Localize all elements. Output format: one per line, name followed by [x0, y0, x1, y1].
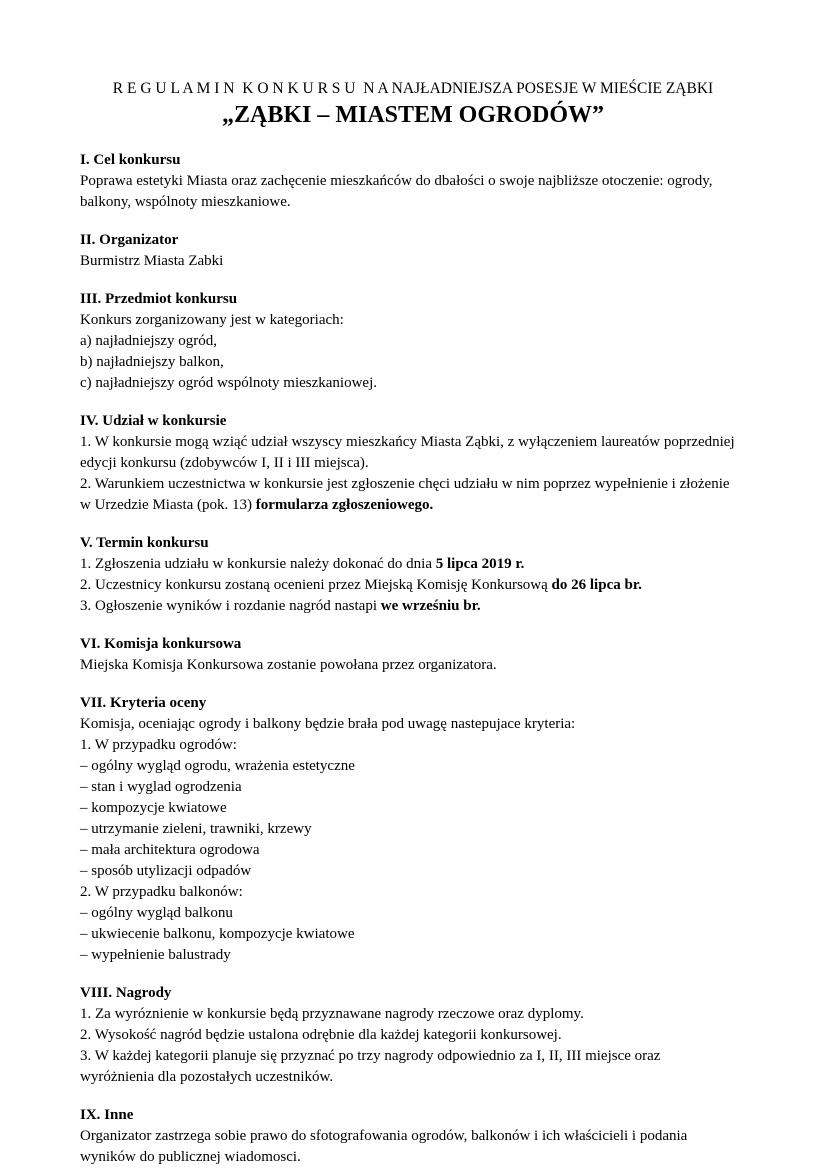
section-paragraph — [80, 714, 735, 735]
text-run: 1. Za wyróznienie w konkursie będą przyznawane nagrody rzeczowe oraz dyplomy. — [80, 1006, 584, 1022]
text-run: – mała architektura ogrodowa — [80, 842, 260, 858]
section-paragraph — [80, 798, 735, 819]
section-paragraph — [80, 756, 735, 777]
text-run: 1. W przypadku ogrodów: — [80, 737, 237, 753]
text-run: Komisja, oceniając ogrody i balkony będzie brała pod uwagę nastepujace kryteria: — [80, 716, 576, 732]
section-paragraph — [80, 1025, 735, 1046]
text-run: 1. Zgłoszenia udziału w konkursie należy dokonać do dnia — [80, 556, 436, 572]
section-heading: VI. Komisja konkursowa — [80, 636, 242, 652]
section-paragraph — [80, 575, 735, 596]
section-heading: VII. Kryteria oceny — [80, 695, 207, 711]
document-section — [80, 533, 735, 617]
text-run: 2. Warunkiem uczestnictwa w konkursie jest zgłoszenie chęci udziału w nim poprzez wypełnienie i złożenie w Urzedzie Miasta (pok. 13) — [80, 476, 730, 513]
section-paragraph — [80, 554, 735, 575]
text-run: b) najładniejszy balkon, — [80, 354, 224, 370]
text-run: 1. W konkursie mogą wziąć udział wszyscy mieszkańcy Miasta Ząbki, z wyłączeniem laureatów poprzedniej edycji konkursu (zdobywców I, II i III miejsca). — [80, 434, 735, 471]
text-run: 2. W przypadku balkonów: — [80, 884, 243, 900]
document-sections — [80, 150, 735, 1168]
text-run: Organizator zastrzega sobie prawo do sfotografowania ogrodów, balkonów i ich właścicieli i podania wyników do publicznej wiadomosci. — [80, 1128, 688, 1165]
text-run: 2. Uczestnicy konkursu zostaną ocenieni przez Miejską Komisję Konkursową — [80, 577, 552, 593]
section-heading: VIII. Nagrody — [80, 985, 172, 1001]
text-run: – ukwiecenie balkonu, kompozycje kwiatowe — [80, 926, 355, 942]
text-run: c) najładniejszy ogród wspólnoty mieszkaniowej. — [80, 375, 378, 391]
section-paragraph — [80, 1004, 735, 1025]
document-section — [80, 983, 735, 1088]
document-section — [80, 1105, 735, 1168]
text-run: a) najładniejszy ogród, — [80, 333, 218, 349]
document-section — [80, 150, 735, 213]
document-section — [80, 230, 735, 272]
section-paragraph — [80, 655, 735, 676]
text-run: Konkurs zorganizowany jest w kategoriach: — [80, 312, 344, 328]
section-paragraph — [80, 171, 735, 213]
section-heading: IX. Inne — [80, 1107, 134, 1123]
section-paragraph — [80, 924, 735, 945]
document-section — [80, 289, 735, 394]
bold-text-run: we wrześniu br. — [380, 598, 481, 614]
section-heading: I. Cel konkursu — [80, 152, 181, 168]
text-run: 2. Wysokość nagród będzie ustalona odrębnie dla każdej kategorii konkursowej. — [80, 1027, 562, 1043]
section-paragraph — [80, 310, 735, 331]
text-run: – stan i wyglad ogrodzenia — [80, 779, 242, 795]
bold-text-run: do 26 lipca br. — [551, 577, 642, 593]
text-run: – sposób utylizacji odpadów — [80, 863, 252, 879]
section-paragraph — [80, 1046, 735, 1088]
section-paragraph — [80, 432, 735, 474]
bold-text-run: formularza zgłoszeniowego. — [255, 497, 434, 513]
document-section — [80, 693, 735, 966]
bold-text-run: 5 lipca 2019 r. — [435, 556, 525, 572]
section-paragraph — [80, 735, 735, 756]
section-heading: II. Organizator — [80, 232, 179, 248]
section-paragraph — [80, 474, 735, 516]
text-run: – kompozycje kwiatowe — [80, 800, 227, 816]
section-paragraph — [80, 1126, 735, 1168]
text-run: – ogólny wygląd ogrodu, wrażenia estetyczne — [80, 758, 355, 774]
text-run: – ogólny wygląd balkonu — [80, 905, 233, 921]
document-section — [80, 634, 735, 676]
section-paragraph — [80, 882, 735, 903]
document-title-line2: „ZĄBKI – MIASTEM OGRODÓW” — [221, 102, 605, 128]
text-run: – wypełnienie balustrady — [80, 947, 231, 963]
section-paragraph — [80, 945, 735, 966]
document-section — [80, 411, 735, 516]
section-paragraph — [80, 251, 735, 272]
section-paragraph — [80, 903, 735, 924]
text-run: Burmistrz Miasta Zabki — [80, 253, 224, 269]
section-paragraph — [80, 352, 735, 373]
section-paragraph — [80, 861, 735, 882]
section-paragraph — [80, 777, 735, 798]
section-paragraph — [80, 373, 735, 394]
section-heading: III. Przedmiot konkursu — [80, 291, 238, 307]
text-run: – utrzymanie zieleni, trawniki, krzewy — [80, 821, 312, 837]
text-run: 3. W każdej kategorii planuje się przyznać po trzy nagrody odpowiednio za I, II, III miejsce oraz wyróżnienia dla pozostałych uczestników. — [80, 1048, 661, 1085]
section-paragraph — [80, 819, 735, 840]
section-paragraph — [80, 331, 735, 352]
section-paragraph — [80, 840, 735, 861]
text-run: 3. Ogłoszenie wyników i rozdanie nagród nastapi — [80, 598, 381, 614]
section-heading: V. Termin konkursu — [80, 535, 209, 551]
text-run: Poprawa estetyki Miasta oraz zachęcenie mieszkańców do dbałości o swoje najbliższe otoczenie: ogrody, balkony, wspólnoty mieszkaniowe. — [80, 173, 713, 210]
section-paragraph — [80, 596, 735, 617]
document-title-line1: R E G U L A M I N K O N K U R S U N A NAJŁADNIEJSZA POSESJE W MIEŚCIE ZĄBKI — [112, 80, 714, 97]
section-heading: IV. Udział w konkursie — [80, 413, 227, 429]
text-run: Miejska Komisja Konkursowa zostanie powołana przez organizatora. — [80, 657, 497, 673]
